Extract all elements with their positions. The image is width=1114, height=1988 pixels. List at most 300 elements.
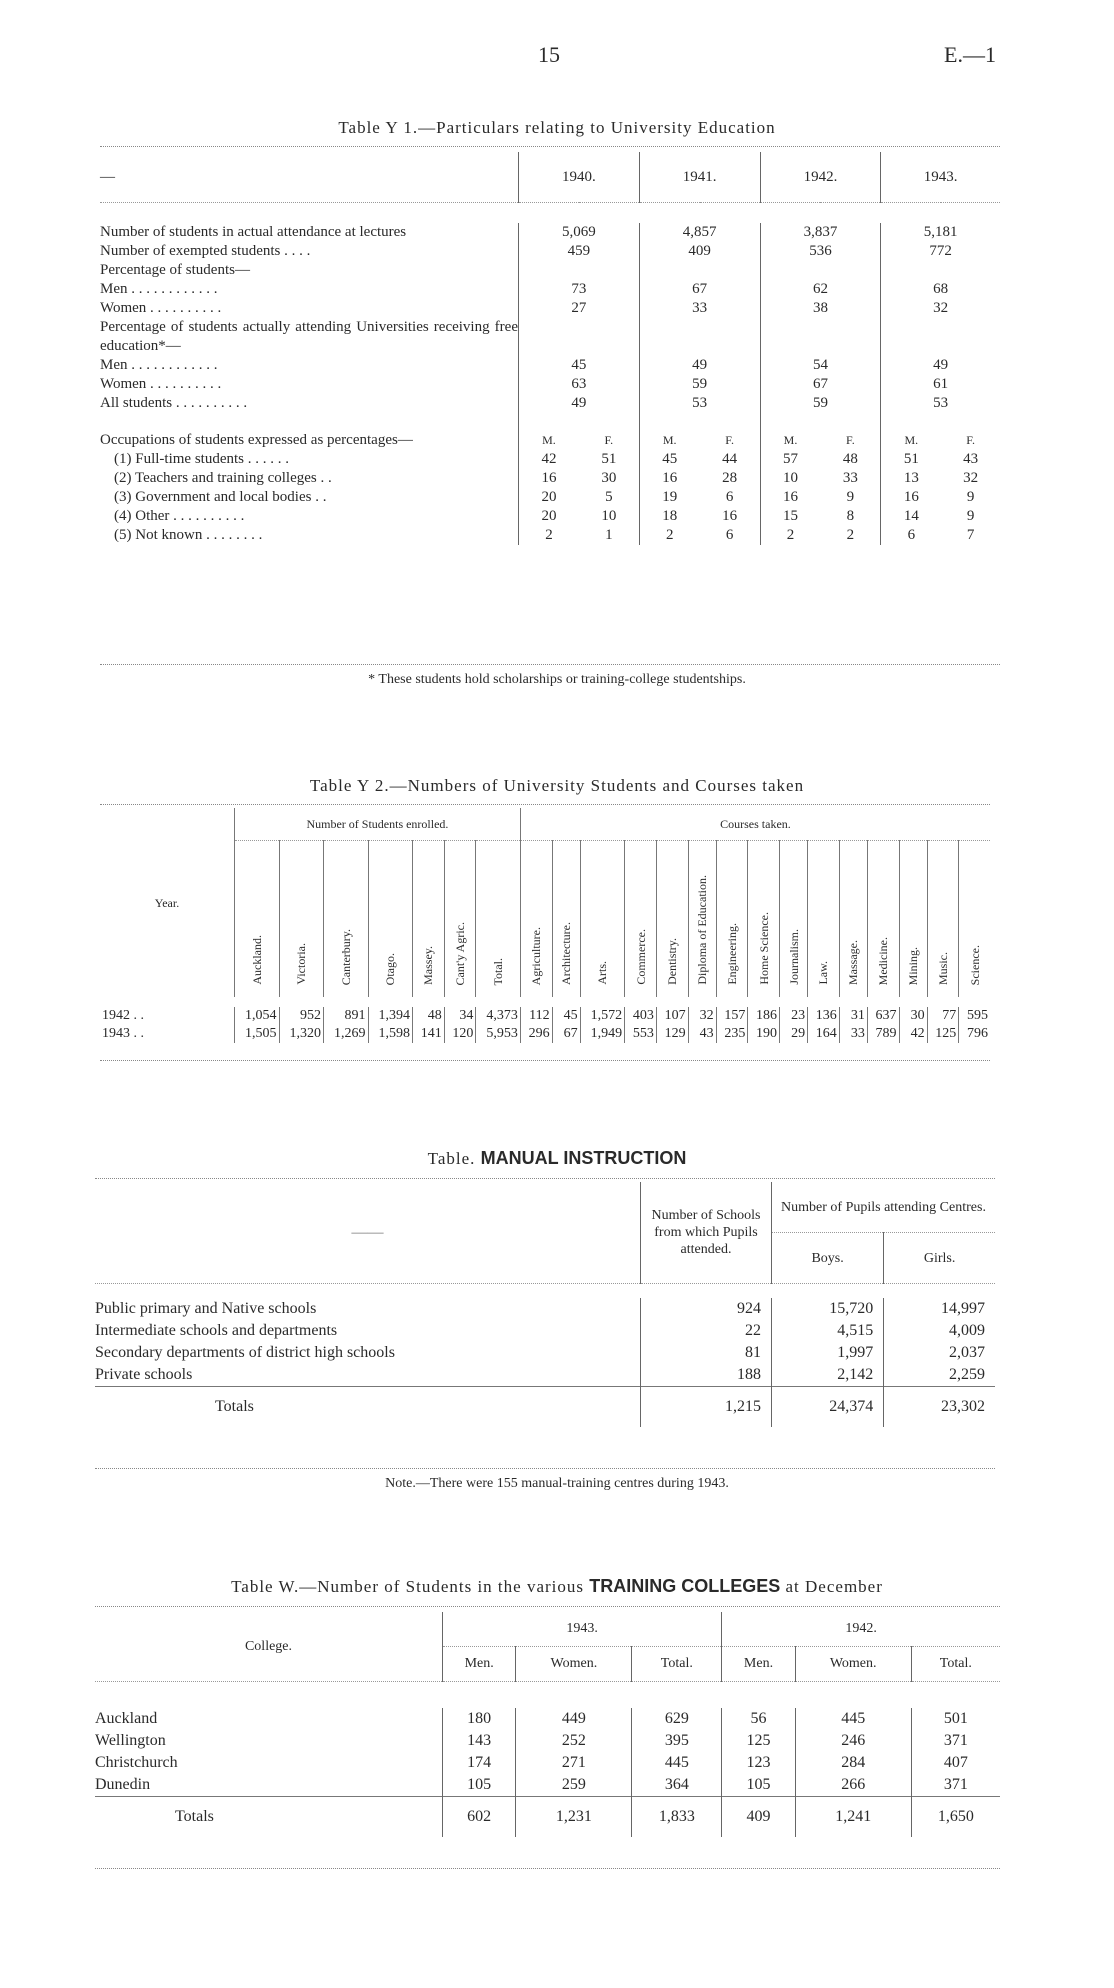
cell-value: 188: [641, 1364, 772, 1387]
year-header: 1943.: [443, 1612, 722, 1647]
year-header: 1942.: [722, 1612, 1000, 1647]
cell-value: 67: [639, 280, 760, 299]
cell-value: 32: [688, 1007, 716, 1025]
divider: [100, 1060, 990, 1061]
cell-value: 14: [881, 507, 941, 526]
column-header-label: Commerce.: [633, 929, 648, 985]
w-title-prefix: Table W.—Number of Students in the various: [231, 1577, 584, 1596]
cell-value: 42: [899, 1025, 927, 1043]
cell-value: 107: [656, 1007, 688, 1025]
cell-value: 595: [959, 1007, 990, 1025]
table-w: [95, 1612, 1000, 1837]
cell-value: 403: [625, 1007, 657, 1025]
subcolumn-header: Women.: [795, 1647, 911, 1682]
cell-value: 49: [639, 356, 760, 375]
table-row: [95, 1320, 995, 1342]
cell-value: 14,997: [884, 1298, 995, 1320]
cell-value: 77: [927, 1007, 959, 1025]
table-y2-title: Table Y 2.—Numbers of University Students and Courses taken: [309, 776, 805, 795]
column-header-label: Diploma of Education.: [695, 875, 710, 985]
table-row: [100, 1025, 990, 1043]
cell-value: 10: [601, 507, 617, 524]
cell-value: 48: [413, 1007, 445, 1025]
cell-value: 53: [639, 394, 760, 413]
cell-value: 19: [639, 488, 699, 507]
total-value: 1,215: [641, 1387, 772, 1428]
cell-value: 553: [625, 1025, 657, 1043]
table-row: [100, 1007, 990, 1025]
cell-value: 1,269: [324, 1025, 369, 1043]
column-header: [780, 841, 808, 998]
row-label: Women . . . . . . . . . .: [100, 299, 222, 316]
year-header: 1943.: [881, 152, 1000, 203]
column-header-label: Science.: [967, 944, 982, 985]
female-subheader: F.: [966, 432, 975, 447]
cell-value: 125: [927, 1025, 959, 1043]
row-label: Men . . . . . . . . . . . .: [100, 356, 218, 373]
column-header-label: Total.: [491, 957, 506, 985]
cell-value: 1,997: [772, 1342, 884, 1364]
column-header: [324, 841, 369, 998]
cell-value: 53: [881, 394, 1000, 413]
cell-value: 63: [519, 375, 640, 394]
cell-value: 42: [519, 450, 579, 469]
divider: [100, 146, 1000, 147]
cell-value: 2,142: [772, 1364, 884, 1387]
column-header: [552, 841, 580, 998]
w-title-suffix: at December: [785, 1577, 883, 1596]
manual-title-bold: MANUAL INSTRUCTION: [480, 1148, 687, 1168]
cell-value: 18: [639, 507, 699, 526]
column-header-label: Auckland.: [249, 935, 264, 985]
cell-value: 445: [795, 1708, 911, 1730]
column-header-label: Home Science.: [756, 912, 771, 985]
table-w-title: [0, 1576, 1114, 1597]
table-row: [95, 1730, 1000, 1752]
cell-value: 120: [444, 1025, 476, 1043]
cell-value: 4,009: [884, 1320, 995, 1342]
column-header-label: Agriculture.: [529, 926, 544, 985]
cell-value: 409: [639, 242, 760, 261]
cell-value: 43: [963, 450, 979, 467]
row-label: Percentage of students—: [100, 261, 250, 278]
cell-value: 62: [760, 280, 881, 299]
cell-value: 8: [846, 507, 855, 524]
cell-value: 371: [911, 1730, 1000, 1752]
male-subheader: M.: [639, 413, 699, 450]
cell-value: 266: [795, 1774, 911, 1797]
cell-value: 1,572: [580, 1007, 625, 1025]
column-header-label: Victoria.: [294, 943, 309, 985]
cell-value: [639, 318, 760, 356]
cell-value: 38: [760, 299, 881, 318]
cell-value: 56: [722, 1708, 795, 1730]
male-subheader: M.: [881, 413, 941, 450]
cell-value: 164: [808, 1025, 840, 1043]
cell-value: 536: [760, 242, 881, 261]
row-label: Private schools: [95, 1366, 193, 1383]
column-header: [279, 841, 324, 998]
column-header: [580, 841, 625, 998]
total-value: 1,231: [516, 1797, 632, 1838]
cell-value: 67: [552, 1025, 580, 1043]
table-row: [95, 1342, 995, 1364]
cell-value: 61: [881, 375, 1000, 394]
row-year: 1942 . .: [102, 1008, 144, 1023]
cell-value: 789: [867, 1025, 899, 1043]
cell-value: 54: [760, 356, 881, 375]
cell-value: [881, 318, 1000, 356]
cell-value: 44: [722, 450, 738, 467]
cell-value: 772: [881, 242, 1000, 261]
column-header-label: Mining.: [906, 946, 921, 985]
female-subheader: F.: [604, 432, 614, 447]
cell-value: 2,037: [884, 1342, 995, 1364]
column-header: [867, 841, 899, 998]
cell-value: 33: [839, 1025, 867, 1043]
row-label: Occupations of students expressed as percentages—: [100, 431, 413, 448]
cell-value: 1,949: [580, 1025, 625, 1043]
table-row: [100, 394, 1000, 413]
cell-value: 924: [641, 1298, 772, 1320]
cell-value: 16: [722, 507, 738, 524]
table-row: [100, 526, 1000, 545]
table-row: [100, 413, 1000, 450]
cell-value: 51: [601, 450, 617, 467]
column-header: [716, 841, 748, 998]
row-label: Women . . . . . . . . . .: [100, 375, 222, 392]
column-header: [899, 841, 927, 998]
total-value: 1,241: [795, 1797, 911, 1838]
cell-value: 68: [881, 280, 1000, 299]
column-header-label: Architecture.: [559, 922, 574, 985]
cell-value: 30: [899, 1007, 927, 1025]
cell-value: 4,373: [476, 1007, 521, 1025]
cell-value: 6: [725, 488, 734, 505]
row-label: Public primary and Native schools: [95, 1300, 317, 1317]
cell-value: 28: [722, 469, 738, 486]
cell-value: 1,054: [235, 1007, 280, 1025]
cell-value: 284: [795, 1752, 911, 1774]
courses-group-header: Courses taken.: [520, 808, 990, 841]
column-header: [959, 841, 990, 998]
column-header: [476, 841, 521, 998]
cell-value: 637: [867, 1007, 899, 1025]
cell-value: 2: [639, 526, 699, 545]
cell-value: 1,320: [279, 1025, 324, 1043]
cell-value: 271: [516, 1752, 632, 1774]
cell-value: 112: [520, 1007, 552, 1025]
table-row: [100, 223, 1000, 242]
cell-value: [519, 318, 640, 356]
cell-value: 3,837: [760, 223, 881, 242]
row-label: (4) Other . . . . . . . . . .: [114, 507, 245, 524]
column-header-label: Massey.: [421, 946, 436, 985]
cell-value: 445: [632, 1752, 722, 1774]
cell-value: 34: [444, 1007, 476, 1025]
cell-value: 2: [760, 526, 820, 545]
row-label: (5) Not known . . . . . . . .: [114, 526, 263, 543]
table-stub: —: [100, 152, 519, 203]
cell-value: 7: [966, 526, 975, 543]
divider: [100, 804, 990, 805]
schools-column-header: Number of Schools from which Pupils attended.: [641, 1182, 772, 1284]
cell-value: 9: [966, 488, 975, 505]
pupils-group-header: Number of Pupils attending Centres.: [772, 1182, 996, 1233]
cell-value: 136: [808, 1007, 840, 1025]
cell-value: 15,720: [772, 1298, 884, 1320]
total-value: 1,833: [632, 1797, 722, 1838]
cell-value: 67: [760, 375, 881, 394]
cell-value: 51: [881, 450, 941, 469]
cell-value: 2,259: [884, 1364, 995, 1387]
cell-value: 6: [725, 526, 734, 543]
column-header-label: Engineering.: [724, 923, 739, 985]
cell-value: 252: [516, 1730, 632, 1752]
year-column-header: Year.: [154, 895, 180, 910]
row-label: (2) Teachers and training colleges . .: [114, 469, 332, 486]
enrolled-group-header: Number of Students enrolled.: [235, 808, 521, 841]
cell-value: 296: [520, 1025, 552, 1043]
cell-value: 43: [688, 1025, 716, 1043]
cell-value: 16: [519, 469, 579, 488]
note: Note.—There were 155 manual-training centres during 1943.: [385, 1476, 729, 1491]
cell-value: 186: [748, 1007, 780, 1025]
table-row: [100, 261, 1000, 280]
table-row: [100, 299, 1000, 318]
cell-value: 501: [911, 1708, 1000, 1730]
column-header: [235, 841, 280, 998]
female-subheader: F.: [846, 432, 855, 447]
cell-value: 180: [443, 1708, 516, 1730]
cell-value: 141: [413, 1025, 445, 1043]
cell-value: 23: [780, 1007, 808, 1025]
cell-value: 5,181: [881, 223, 1000, 242]
table-row: [100, 375, 1000, 394]
row-label: Wellington: [95, 1732, 166, 1749]
cell-value: 259: [516, 1774, 632, 1797]
table-row: [100, 450, 1000, 469]
cell-value: 30: [601, 469, 617, 486]
cell-value: 143: [443, 1730, 516, 1752]
cell-value: [519, 261, 640, 280]
cell-value: 952: [279, 1007, 324, 1025]
female-subheader: F.: [725, 432, 734, 447]
cell-value: 29: [780, 1025, 808, 1043]
table-row: [95, 1708, 1000, 1730]
cell-value: 48: [842, 450, 858, 467]
cell-value: 157: [716, 1007, 748, 1025]
male-subheader: M.: [760, 413, 820, 450]
cell-value: 22: [641, 1320, 772, 1342]
row-label: All students . . . . . . . . . .: [100, 394, 248, 411]
cell-value: 629: [632, 1708, 722, 1730]
row-label: Auckland: [95, 1710, 158, 1727]
totals-label: Totals: [95, 1797, 443, 1838]
totals-label: Totals: [95, 1387, 641, 1428]
girls-column-header: Girls.: [884, 1233, 995, 1284]
column-header-label: Journalism.: [786, 929, 801, 985]
cell-value: 32: [963, 469, 979, 486]
w-title-bold: TRAINING COLLEGES: [589, 1576, 781, 1596]
column-header: [413, 841, 445, 998]
cell-value: 81: [641, 1342, 772, 1364]
row-label: Number of exempted students . . . .: [100, 242, 311, 259]
column-header: [625, 841, 657, 998]
row-label: Percentage of students actually attending Universities receiving free education*—: [100, 318, 518, 354]
footnote: * These students hold scholarships or training-college studentships.: [368, 672, 746, 687]
total-value: 24,374: [772, 1387, 884, 1428]
cell-value: 1,505: [235, 1025, 280, 1043]
cell-value: 190: [748, 1025, 780, 1043]
divider: [100, 664, 1000, 665]
cell-value: 10: [760, 469, 820, 488]
row-label: (1) Full-time students . . . . . .: [114, 450, 289, 467]
cell-value: 105: [443, 1774, 516, 1797]
row-label: Dunedin: [95, 1776, 151, 1793]
row-label: Secondary departments of district high schools: [95, 1344, 395, 1361]
total-value: 1,650: [911, 1797, 1000, 1838]
divider: [95, 1868, 1000, 1869]
page-number: 15: [538, 42, 560, 67]
column-header: [656, 841, 688, 998]
column-header: [748, 841, 780, 998]
table-row: [100, 507, 1000, 526]
cell-value: 5: [605, 488, 613, 505]
row-label: (3) Government and local bodies . .: [114, 488, 327, 505]
column-header-label: Cant'y Agric.: [453, 921, 468, 985]
column-header-label: Arts.: [595, 961, 610, 985]
table-row: [100, 318, 1000, 356]
cell-value: 105: [722, 1774, 795, 1797]
table-row: [100, 488, 1000, 507]
column-header-label: Medicine.: [876, 936, 891, 985]
cell-value: 123: [722, 1752, 795, 1774]
divider: [95, 1178, 995, 1179]
column-header-label: Massage.: [846, 940, 861, 985]
column-header-label: Canterbury.: [338, 928, 353, 985]
cell-value: 5,069: [519, 223, 640, 242]
table-row: [95, 1752, 1000, 1774]
cell-value: 9: [966, 507, 975, 524]
divider: [95, 1606, 1000, 1607]
subcolumn-header: Total.: [911, 1647, 1000, 1682]
row-label: Number of students in actual attendance at lectures: [100, 223, 407, 240]
cell-value: 45: [519, 356, 640, 375]
cell-value: 4,857: [639, 223, 760, 242]
row-label: Intermediate schools and departments: [95, 1322, 338, 1339]
totals-row: [95, 1797, 1000, 1838]
cell-value: 16: [881, 488, 941, 507]
cell-value: 49: [519, 394, 640, 413]
cell-value: [881, 261, 1000, 280]
column-header-label: Music.: [935, 952, 950, 985]
cell-value: 45: [552, 1007, 580, 1025]
totals-row: [95, 1387, 995, 1428]
total-value: 602: [443, 1797, 516, 1838]
cell-value: 364: [632, 1774, 722, 1797]
cell-value: 33: [842, 469, 858, 486]
cell-value: 6: [881, 526, 941, 545]
cell-value: 57: [760, 450, 820, 469]
column-header-label: Dentistry.: [665, 938, 680, 985]
table-row: [100, 469, 1000, 488]
year-header: 1941.: [639, 152, 760, 203]
table-row: [100, 356, 1000, 375]
subcolumn-header: Men.: [443, 1647, 516, 1682]
cell-value: 459: [519, 242, 640, 261]
cell-value: [760, 261, 881, 280]
column-header: [520, 841, 552, 998]
table-manual-instruction: [95, 1182, 995, 1427]
cell-value: 16: [639, 469, 699, 488]
cell-value: 73: [519, 280, 640, 299]
table-y1-title: Table Y 1.—Particulars relating to University Education: [338, 118, 776, 137]
cell-value: 31: [839, 1007, 867, 1025]
cell-value: 125: [722, 1730, 795, 1752]
row-year: 1943 . .: [102, 1026, 144, 1041]
cell-value: [639, 261, 760, 280]
cell-value: 1,394: [368, 1007, 413, 1025]
divider: [95, 1468, 995, 1469]
cell-value: 59: [760, 394, 881, 413]
cell-value: 2: [519, 526, 579, 545]
column-header: [444, 841, 476, 998]
manual-title-prefix: Table.: [427, 1149, 476, 1168]
cell-value: 9: [846, 488, 855, 505]
column-header: [808, 841, 840, 998]
cell-value: 174: [443, 1752, 516, 1774]
boys-column-header: Boys.: [772, 1233, 884, 1284]
cell-value: 235: [716, 1025, 748, 1043]
subcolumn-header: Men.: [722, 1647, 795, 1682]
table-row: [100, 280, 1000, 299]
cell-value: 15: [760, 507, 820, 526]
year-header: 1940.: [519, 152, 640, 203]
table-stub: ——: [351, 1223, 384, 1241]
subcolumn-header: Total.: [632, 1647, 722, 1682]
cell-value: 33: [639, 299, 760, 318]
column-header: [839, 841, 867, 998]
column-header: [368, 841, 413, 998]
cell-value: 449: [516, 1708, 632, 1730]
total-value: 409: [722, 1797, 795, 1838]
cell-value: 129: [656, 1025, 688, 1043]
cell-value: 407: [911, 1752, 1000, 1774]
cell-value: 27: [519, 299, 640, 318]
cell-value: 2: [846, 526, 855, 543]
table-y2: [100, 808, 990, 1043]
column-header-label: Otago.: [383, 952, 398, 985]
cell-value: 49: [881, 356, 1000, 375]
table-row: [100, 242, 1000, 261]
male-subheader: M.: [519, 413, 579, 450]
college-column-header: College.: [244, 1638, 293, 1654]
column-header: [688, 841, 716, 998]
cell-value: 891: [324, 1007, 369, 1025]
cell-value: 796: [959, 1025, 990, 1043]
table-row: [95, 1774, 1000, 1797]
row-label: Men . . . . . . . . . . . .: [100, 280, 218, 297]
table-row: [95, 1364, 995, 1387]
column-header-label: Law.: [816, 961, 831, 985]
table-row: [95, 1298, 995, 1320]
page-reference: E.—1: [944, 42, 996, 67]
cell-value: [760, 318, 881, 356]
cell-value: 371: [911, 1774, 1000, 1797]
cell-value: 16: [760, 488, 820, 507]
manual-table-title: [0, 1148, 1114, 1169]
